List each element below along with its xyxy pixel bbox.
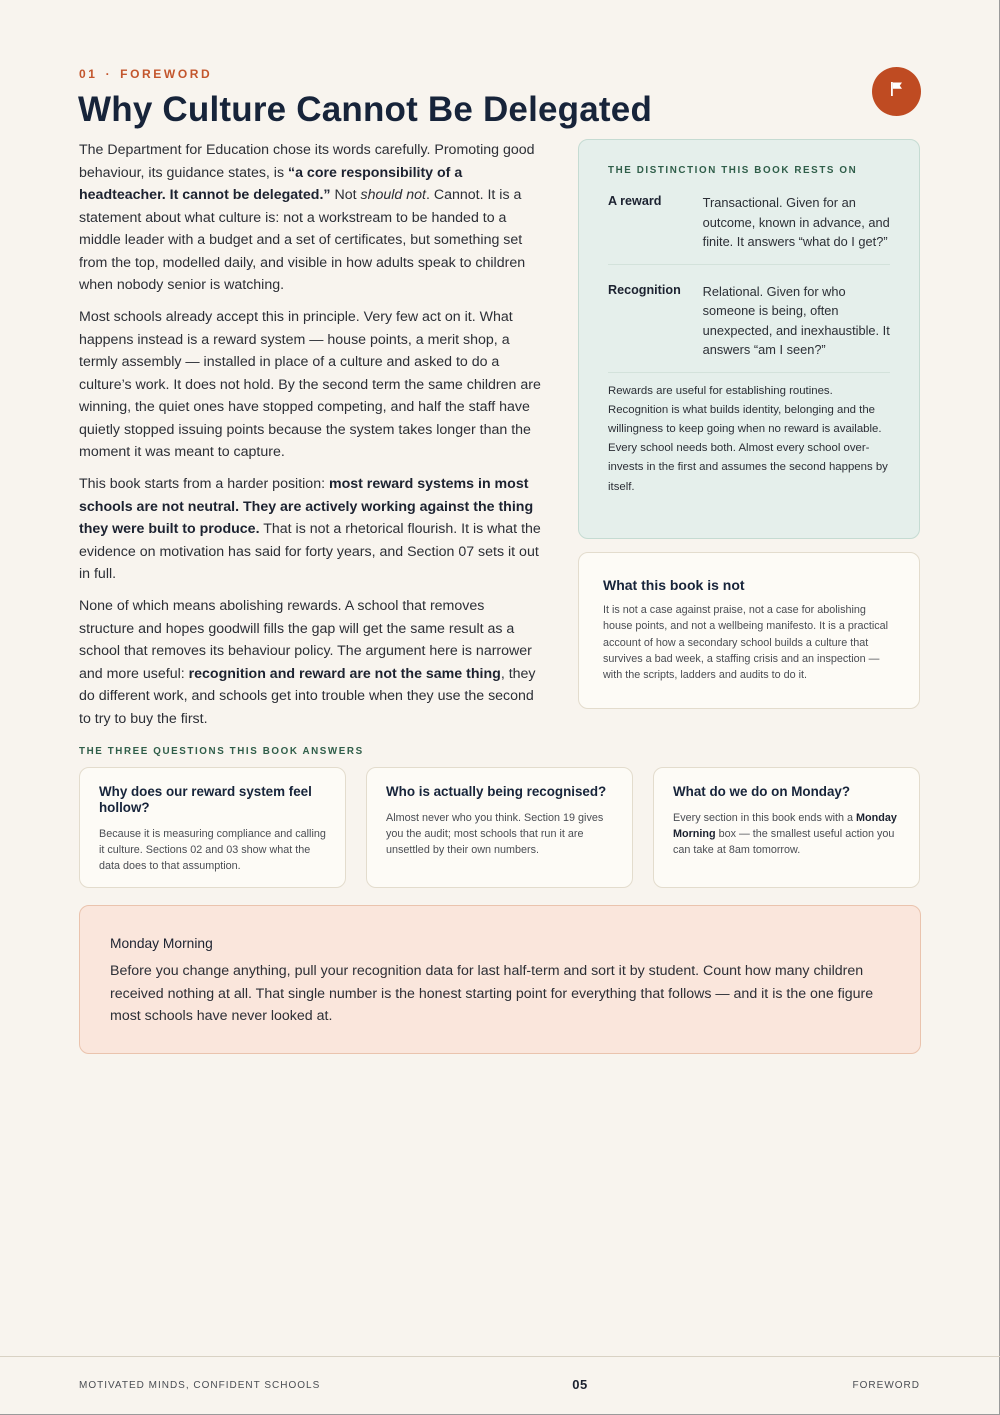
distinction-definition: Transactional. Given for an outcome, known in advance, and finite. It answers “what do I get?” — [702, 195, 890, 249]
flag-badge — [872, 67, 921, 116]
not-box-title: What this book is not — [603, 577, 745, 593]
distinction-panel — [578, 139, 920, 539]
question-title: Why does our reward system feel hollow? — [99, 784, 312, 815]
footer-page-number: 05 — [572, 1377, 588, 1392]
footer-section: FOREWORD — [852, 1380, 920, 1391]
monday-morning-text: Before you change anything, pull your recognition data for last half-term and sort it by student. Count how many children received nothing at all. That single number is the honest starting point for everything that follows — and it is the one figure most schools have never looked at. — [110, 963, 874, 1024]
thesis-statement: most reward systems in most schools are not neutral. They are actively working against the thing they were built to produce. — [79, 476, 534, 537]
monday-morning-title: Monday Morning — [110, 936, 213, 951]
body-paragraph-4: None of which means abolishing rewards. A school that removes structure and hopes goodwill fills the gap will get the same result as a school that removes its behaviour policy. The argument here is narrower and more useful: recognition and reward are not the same thing, they do different work, and schools get into trouble when they use the second to try to buy the first. — [79, 598, 536, 727]
question-card-3 — [653, 767, 920, 888]
distinction-definition: Relational. Given for who someone is being, often unexpected, and inexhaustible. It answers “am I seen?” — [702, 283, 890, 357]
key-distinction-phrase: recognition and reward are not the same thing — [188, 665, 501, 682]
question-card-1 — [79, 767, 346, 888]
body-paragraph-3: This book starts from a harder position: most reward systems in most schools are not neutral. They are actively working against the thing they were built to produce. That is not a rhetorical flourish. It is what the evidence on motivation has said for forty years, and Section 07 sets it out in full. — [79, 476, 541, 582]
question-answer: Because it is measuring compliance and calling it culture. Sections 02 and 03 show what the data does to that assumption. — [99, 828, 326, 872]
page-title: Why Culture Cannot Be Delegated — [78, 90, 653, 129]
question-title: Who is actually being recognised? — [386, 784, 607, 799]
body-paragraph-2: Most schools already accept this in principle. Very few act on it. What happens instead is a reward system — house points, a merit shop, a termly assembly — installed in place of a culture and asked to do a culture’s work. It does not hold. By the second term the same children are winning, the quiet ones have stopped competing, and half the staff have quietly stopped issuing points because the system takes longer than the moment it was meant to capture. — [79, 309, 541, 460]
question-answer: Every section in this book ends with a Monday Morning box — the smallest useful action you can take at 8am tomorrow. — [673, 812, 897, 856]
dfe-quote: “a core responsibility of a headteacher. It cannot be delegated.” — [79, 164, 463, 203]
section-name: FOREWORD — [120, 67, 213, 81]
section-number: 01 — [79, 67, 98, 81]
distinction-term: Recognition — [608, 282, 681, 297]
questions-label: THE THREE QUESTIONS THIS BOOK ANSWERS — [79, 746, 364, 757]
monday-morning-term: Monday Morning — [673, 812, 897, 840]
emphasis-should-not: should not — [360, 187, 426, 203]
flag-icon — [890, 81, 904, 102]
distinction-label: THE DISTINCTION THIS BOOK RESTS ON — [608, 165, 858, 176]
distinction-note: Rewards are useful for establishing routines. Recognition is what builds identity, belonging and the willingness to keep going when no reward is available. Every school needs both. Almost every school over-invests in the first and assumes the second happens by itself. — [608, 384, 888, 493]
footer-book-title: MOTIVATED MINDS, CONFIDENT SCHOOLS — [79, 1380, 321, 1391]
question-answer: Almost never who you think. Section 19 gives you the audit; most schools that run it are unsettled by their own numbers. — [386, 812, 604, 856]
what-this-book-is-not-box — [578, 552, 920, 709]
distinction-row-reward — [608, 176, 890, 265]
section-eyebrow — [79, 67, 212, 81]
distinction-row-recognition — [608, 265, 890, 373]
body-paragraph-1: The Department for Education chose its words carefully. Promoting good behaviour, its guidance states, is “a core responsibility of a headteacher. It cannot be delegated.” Not should not. Cannot. It is a statement about what culture is: not a workstream to be handed to a middle leader with a budget and a set of certificates, but something set from the top, modelled daily, and visible in how adults speak to children when nobody senior is watching. — [79, 142, 535, 293]
question-title: What do we do on Monday? — [673, 784, 851, 799]
distinction-term: A reward — [608, 194, 662, 208]
question-card-2 — [366, 767, 633, 888]
monday-morning-box — [79, 905, 921, 1054]
footer-divider — [0, 1356, 1000, 1357]
not-box-text: It is not a case against praise, not a case for abolishing house points, and not a wellbeing manifesto. It is a practical account of how a secondary school builds a culture that survives a bad week, a staffing crisis and an inspection — with the scripts, ladders and audits to do it. — [603, 604, 889, 682]
eyebrow-separator: · — [105, 67, 113, 81]
body-text — [79, 139, 541, 740]
